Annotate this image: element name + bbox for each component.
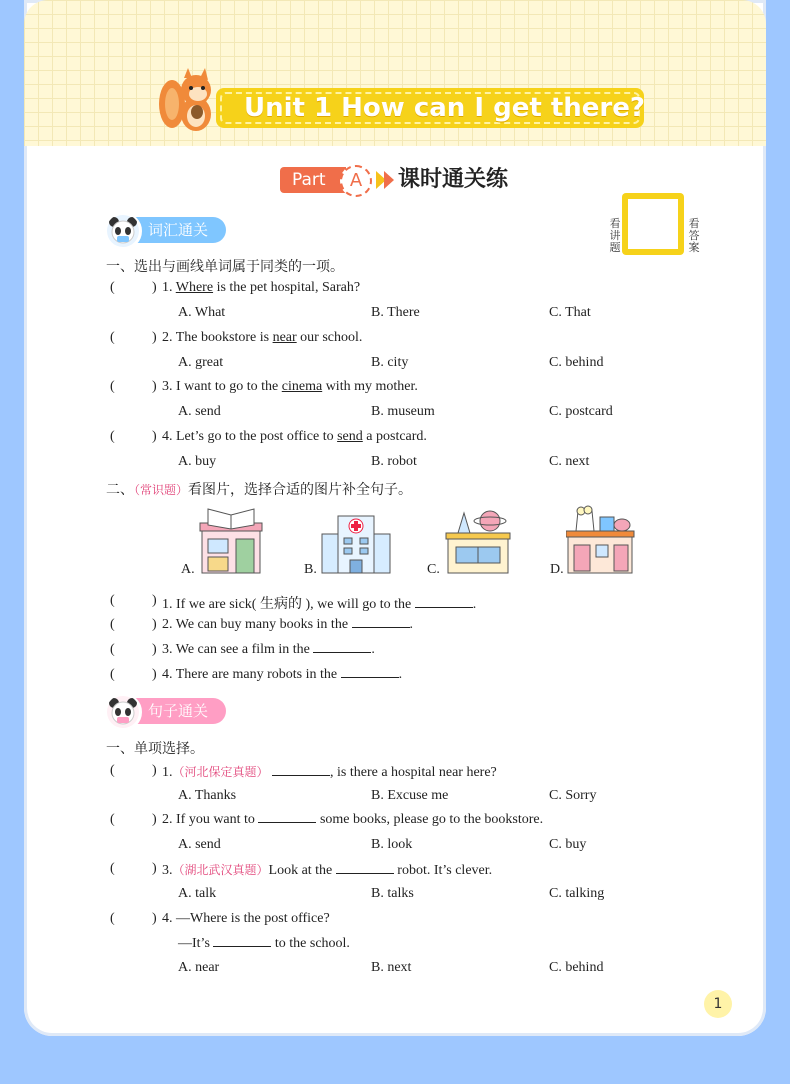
option-c: C. buy	[549, 837, 587, 852]
answer-paren-close: )	[152, 667, 157, 682]
answer-paren-open: (	[110, 861, 115, 876]
answer-paren-open: (	[110, 379, 115, 394]
option-b: B. talks	[371, 886, 414, 901]
option-c: C. talking	[549, 886, 605, 901]
option-c: C. That	[549, 305, 591, 320]
sentence-part1-instruction: 一、单项选择。	[106, 741, 204, 757]
answer-paren-open: (	[110, 280, 115, 295]
question-text: 3. I want to go to the cinema with my mother.	[162, 379, 418, 394]
question-text: 4. There are many robots in the .	[162, 667, 403, 682]
answer-paren-close: )	[152, 763, 157, 778]
qr-left-label: 看 讲 题	[609, 217, 621, 254]
question-text: 2. We can buy many books in the .	[162, 617, 414, 632]
answer-paren-open: (	[110, 667, 115, 682]
answer-blank	[352, 627, 410, 628]
bookstore-icon	[198, 505, 264, 575]
answer-paren-close: )	[152, 861, 157, 876]
option-a: A. great	[178, 355, 224, 370]
answer-blank	[258, 822, 316, 823]
picture-label-d: D.	[550, 562, 564, 577]
option-a: A. near	[178, 960, 220, 975]
part-letter: A	[340, 165, 372, 197]
answer-paren-close: )	[152, 642, 157, 657]
answer-paren-close: )	[152, 812, 157, 827]
vocab-part2-instruction: 二、（常识题）看图片，选择合适的图片补全句子。	[106, 482, 413, 498]
option-a: A. send	[178, 837, 221, 852]
option-a: A. Thanks	[178, 788, 237, 803]
section-pill-label: 词汇通关	[148, 221, 209, 239]
answer-paren-open: (	[110, 812, 115, 827]
picture-label-c: C.	[427, 562, 440, 577]
picture-label-b: B.	[304, 562, 317, 577]
answer-paren-close: )	[152, 429, 157, 444]
page-number: 1	[704, 990, 732, 1018]
squirrel-icon	[158, 68, 220, 134]
question-text: 1.（河北保定真题） , is there a hospital near here?	[162, 765, 497, 780]
option-a: A. send	[178, 404, 221, 419]
answer-blank	[213, 946, 271, 947]
panda-icon	[104, 212, 142, 250]
unit-title: Unit 1 How can I get there?	[244, 93, 645, 123]
page-header	[24, 0, 766, 146]
option-b: B. museum	[371, 404, 435, 419]
question-text: 1. If we are sick( 生病的 ), we will go to the .	[162, 597, 477, 612]
question-text: 4. —Where is the post office?	[162, 911, 330, 926]
underlined-word: Where	[175, 280, 214, 295]
option-c: C. behind	[549, 355, 604, 370]
answer-paren-open: (	[110, 642, 115, 657]
answer-blank	[415, 607, 473, 608]
question-text: 4. Let’s go to the post office to send a postcard.	[162, 429, 427, 444]
qr-code-frame[interactable]	[622, 193, 684, 255]
answer-paren-close: )	[152, 911, 157, 926]
panda-icon	[104, 693, 142, 731]
answer-paren-open: (	[110, 429, 115, 444]
option-b: B. look	[371, 837, 413, 852]
option-b: B. robot	[371, 454, 417, 469]
answer-paren-close: )	[152, 617, 157, 632]
question-tag: （湖北武汉真题）	[172, 863, 269, 877]
option-c: C. postcard	[549, 404, 613, 419]
question-tag: （河北保定真题）	[172, 765, 269, 779]
answer-blank	[341, 677, 399, 678]
picture-label-a: A.	[181, 562, 195, 577]
underlined-word: cinema	[281, 379, 323, 394]
workbook-page	[24, 0, 766, 1036]
underlined-word: near	[272, 330, 297, 345]
cinema-icon	[566, 505, 636, 575]
science-museum-icon	[444, 505, 512, 575]
answer-paren-close: )	[152, 379, 157, 394]
answer-paren-close: )	[152, 330, 157, 345]
option-a: A. buy	[178, 454, 217, 469]
section-pill-sentence	[108, 698, 226, 724]
option-a: A. What	[178, 305, 226, 320]
vocab-part1-instruction: 一、选出与画线单词属于同类的一项。	[106, 259, 344, 275]
part-title: 课时通关练	[398, 167, 509, 192]
option-b: B. next	[371, 960, 412, 975]
question-text-line2: —It’s to the school.	[178, 936, 350, 951]
section-pill-label: 句子通关	[148, 702, 209, 720]
qr-code-icon	[628, 199, 678, 249]
question-text: 3. We can see a film in the .	[162, 642, 375, 657]
qr-right-label: 看 答 案	[688, 217, 700, 254]
answer-paren-close: )	[152, 593, 157, 608]
option-b: B. Excuse me	[371, 788, 449, 803]
underlined-word: send	[337, 429, 363, 444]
question-text: 3.（湖北武汉真题）Look at the robot. It’s clever.	[162, 863, 493, 878]
option-c: C. behind	[549, 960, 604, 975]
answer-paren-open: (	[110, 763, 115, 778]
answer-blank	[313, 652, 371, 653]
part-label: Part	[280, 167, 346, 193]
question-text: 2. If you want to some books, please go to the bookstore.	[162, 812, 544, 827]
answer-paren-open: (	[110, 911, 115, 926]
answer-paren-open: (	[110, 593, 115, 608]
option-b: B. city	[371, 355, 409, 370]
option-b: B. There	[371, 305, 420, 320]
question-text: 2. The bookstore is near our school.	[162, 330, 363, 345]
option-a: A. talk	[178, 886, 217, 901]
answer-blank	[336, 873, 394, 874]
arrow-icon	[384, 171, 394, 189]
option-c: C. Sorry	[549, 788, 597, 803]
hospital-icon	[320, 510, 392, 575]
question-tag: （常识题）	[134, 483, 189, 497]
answer-paren-open: (	[110, 617, 115, 632]
answer-paren-close: )	[152, 280, 157, 295]
answer-paren-open: (	[110, 330, 115, 345]
section-pill-vocab	[108, 217, 226, 243]
answer-blank	[272, 775, 330, 776]
option-c: C. next	[549, 454, 590, 469]
question-text: 1. Where is the pet hospital, Sarah?	[162, 280, 361, 295]
